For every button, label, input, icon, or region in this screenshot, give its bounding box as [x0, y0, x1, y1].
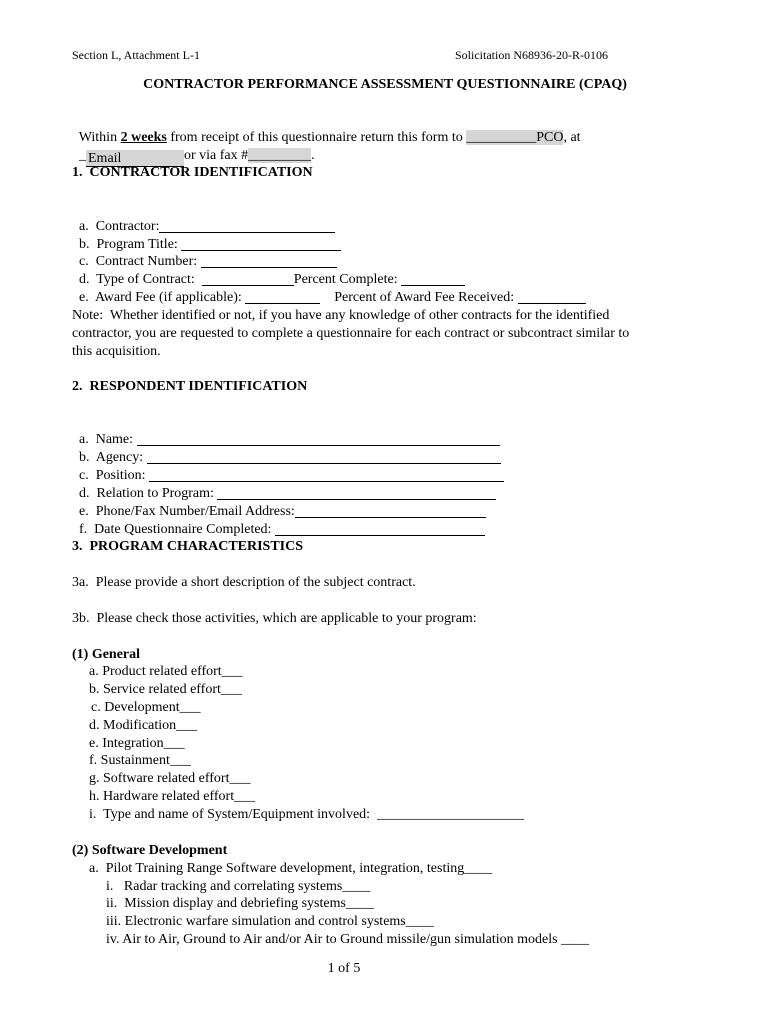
respondent-agency-label: b. Agency: [79, 450, 147, 465]
instructions-text: . [311, 148, 315, 163]
program-title-label: b. Program Title: [79, 237, 182, 252]
section-heading-contractor-identification: 1. CONTRACTOR IDENTIFICATION [72, 165, 313, 180]
software-subitem-mission-display: ii. Mission display and debriefing systems____ [106, 896, 374, 911]
general-item-software: g. Software related effort___ [89, 771, 251, 786]
general-item-modification: d. Modification___ [89, 718, 198, 733]
question-3a: 3a. Please provide a short description of the subject contract. [72, 575, 416, 590]
contract-number-label: c. Contract Number: [79, 254, 201, 269]
instructions-line-2 [72, 129, 315, 167]
header-solicitation-number: Solicitation N68936-20-R-0106 [455, 48, 608, 62]
award-fee-row [72, 271, 586, 307]
pco-field[interactable]: __________PCO [466, 130, 564, 145]
date-completed-field[interactable] [275, 522, 485, 536]
respondent-name-label: a. Name: [79, 432, 137, 447]
respondent-relation-label: d. Relation to Program: [79, 486, 218, 501]
general-item-sustainment: f. Sustainment___ [89, 753, 191, 768]
software-subitem-electronic-warfare: iii. Electronic warfare simulation and control systems____ [106, 914, 434, 929]
general-item-product: a. Product related effort___ [89, 664, 243, 679]
software-subitem-missile-simulation: iv. Air to Air, Ground to Air and/or Air to Ground missile/gun simulation models ____ [106, 932, 590, 947]
date-completed-row [72, 503, 485, 539]
instructions-text: from receipt of this questionnaire return this form to [166, 130, 467, 145]
percent-complete-label: Percent Complete: [293, 272, 402, 287]
note-text-line: Note: Whether identified or not, if you have any knowledge of other contracts for the identified [72, 308, 610, 323]
page-number: 1 of 5 [327, 961, 361, 976]
general-item-system-equipment: i. Type and name of System/Equipment involved: _____________________ [89, 807, 525, 822]
section-heading-program-characteristics: 3. PROGRAM CHARACTERISTICS [72, 539, 304, 554]
instructions-text: or via fax # [184, 148, 249, 163]
respondent-position-label: c. Position: [79, 468, 150, 483]
header-section-label: Section L, Attachment L-1 [72, 48, 200, 62]
general-item-service: b. Service related effort___ [89, 682, 242, 697]
email-field[interactable]: Email [86, 150, 184, 167]
document-title: CONTRACTOR PERFORMANCE ASSESSMENT QUESTIONNAIRE (CPAQ) [143, 77, 627, 92]
section-heading-respondent-identification: 2. RESPONDENT IDENTIFICATION [72, 379, 308, 394]
award-fee-received-label: Percent of Award Fee Received: [334, 290, 518, 305]
question-3b: 3b. Please check those activities, which are applicable to your program: [72, 611, 477, 626]
general-subheading: (1) General [72, 647, 141, 662]
award-fee-label: e. Award Fee (if applicable): [79, 290, 246, 305]
instructions-text: , at [563, 130, 581, 145]
instructions-text: _ [79, 148, 86, 163]
general-item-integration: e. Integration___ [89, 736, 185, 751]
software-development-subheading: (2) Software Development [72, 843, 228, 858]
contractor-label: a. Contractor: [79, 219, 160, 234]
note-text-line: contractor, you are requested to complete a questionnaire for each contract or subcontract similar to [72, 326, 630, 341]
software-subitem-radar: i. Radar tracking and correlating systems____ [106, 879, 371, 894]
fax-number-field[interactable]: _________ [248, 148, 312, 163]
software-item-pilot-training: a. Pilot Training Range Software development, integration, testing____ [89, 861, 493, 876]
award-fee-received-field[interactable] [518, 290, 586, 304]
date-completed-label: f. Date Questionnaire Completed: [79, 522, 275, 537]
award-fee-field[interactable] [245, 290, 320, 304]
note-text-line: this acquisition. [72, 344, 161, 359]
deadline-text: 2 weeks [120, 130, 167, 145]
respondent-contact-label: e. Phone/Fax Number/Email Address: [79, 504, 295, 519]
general-item-development: c. Development___ [91, 700, 201, 715]
instructions-text: Within [78, 130, 121, 145]
general-item-hardware: h. Hardware related effort___ [89, 789, 256, 804]
type-of-contract-label: d. Type of Contract: [79, 272, 202, 287]
